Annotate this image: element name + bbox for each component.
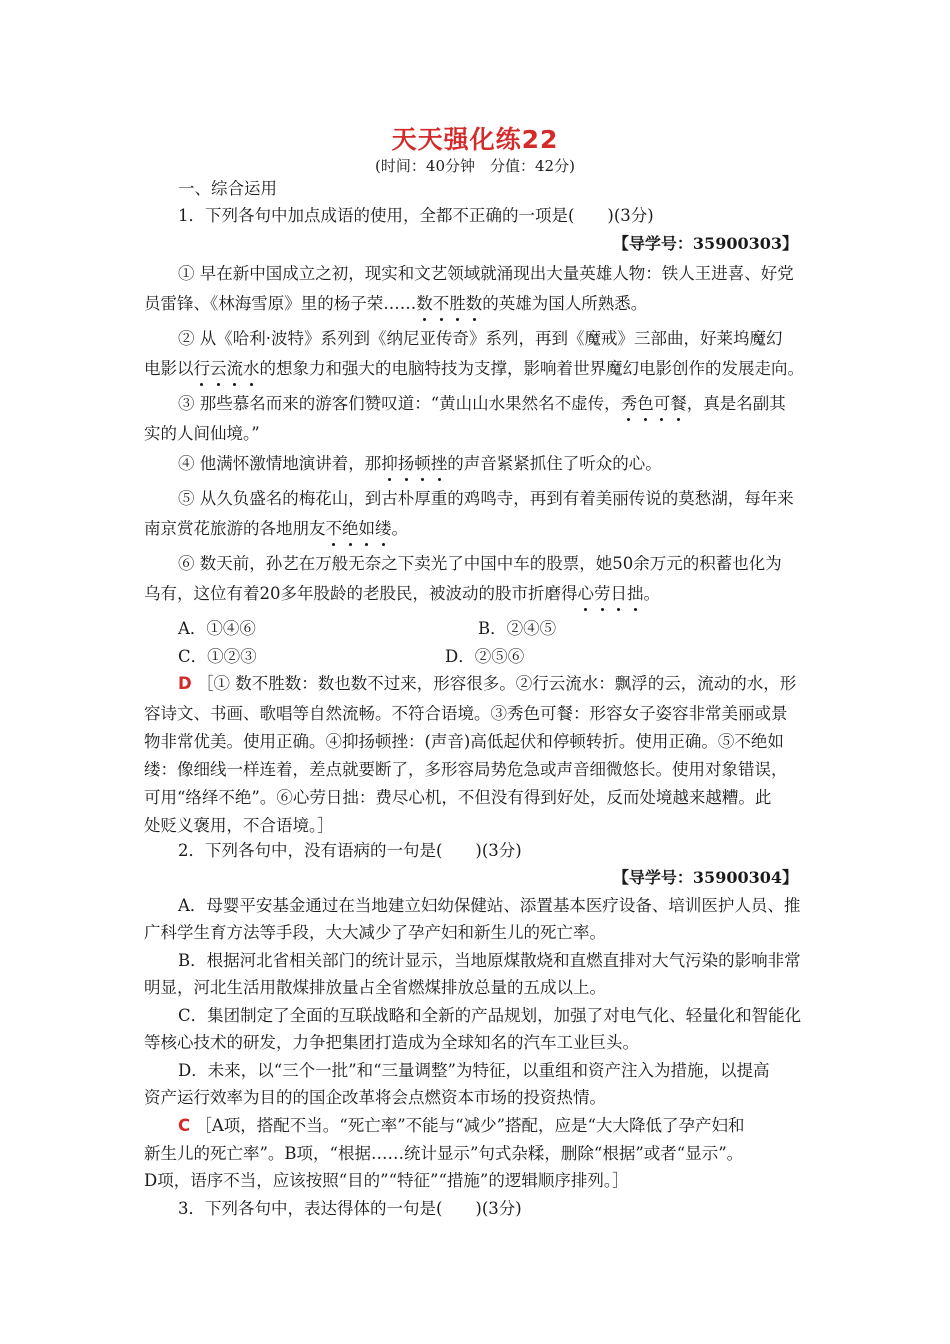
q1-explanation-line: 可用“络绎不绝”。⑥心劳日拙：费尽心机，不但没有得到好处，反而处境越来越糟。此: [144, 788, 772, 807]
text: 的英雄为国人所熟悉。: [482, 294, 648, 313]
q2-answer: C: [178, 1116, 191, 1135]
text: ④ 他满怀激情地演讲着，那: [178, 454, 382, 473]
q1-sentence-1-cont: [144, 293, 647, 315]
q1-option-a: A．①④⑥: [178, 619, 256, 638]
q2-explanation-line: 新生儿的死亡率”。B项，“根据……统计显示”句式杂糅，删除“根据”或者“显示”。: [144, 1144, 744, 1163]
q2-option-a-cont: 广科学生育方法等手段，大大减少了孕产妇和新生儿的死亡率。: [144, 923, 606, 942]
q2-guide-number: 【导学号：35900304】: [612, 868, 798, 887]
text: 。: [643, 584, 660, 603]
q1-option-b: B．②④⑤: [478, 619, 557, 638]
dotted-char: 行: [193, 359, 210, 378]
q2-option-a: A．母婴平安基金通过在当地建立妇幼保健站、添置基本医疗设备、培训医护人员、推: [178, 896, 801, 915]
q1-explanation-line: 物非常优美。使用正确。④抑扬顿挫：(声音)高低起伏和停顿转折。使用正确。⑤不绝如: [144, 732, 784, 751]
q1-sentence-1: ① 早在新中国成立之初，现实和文艺领域就涌现出大量英雄人物：铁人王进喜、好党: [178, 264, 794, 283]
dotted-char: 日: [610, 584, 627, 603]
dotted-char: 胜: [449, 294, 466, 313]
q1-option-d: D．②⑤⑥: [445, 647, 525, 666]
q1-stem: 1．下列各句中加点成语的使用，全都不正确的一项是( )(3分): [178, 206, 654, 225]
dotted-char: 如: [358, 519, 375, 538]
page-title: 天天强化练22: [391, 125, 559, 154]
dotted-char: 可: [653, 394, 671, 413]
dotted-char: 流: [226, 359, 243, 378]
text: ［① 数不胜数：数也数不过来，形容很多。②行云流水：飘浮的云，流动的水，形: [196, 674, 797, 693]
q2-option-c: C．集团制定了全面的互联战略和全新的产品规划，加强了对电气化、轻量化和智能化: [178, 1006, 802, 1025]
q1-explanation-line: 缕：像细线一样连着，差点就要断了，多形容局势危急或声音细微悠长。使用对象错误，: [144, 760, 788, 779]
dotted-char: 绝: [342, 519, 359, 538]
text: 南京赏花旅游的各地朋友: [144, 519, 326, 538]
q1-sentence-2: ② 从《哈利·波特》系列到《纳尼亚传奇》系列，再到《魔戒》三部曲，好莱坞魔幻: [178, 329, 783, 348]
q1-sentence-2-cont: [144, 358, 804, 380]
dotted-char: 心: [577, 584, 594, 603]
text: ，真是名副其: [686, 394, 786, 413]
dotted-char: 数: [465, 294, 483, 313]
q2-explanation-line: D项，语序不当，应该按照“目的”“特征”“措施”的逻辑顺序排列。］: [144, 1171, 629, 1190]
dotted-char: 劳: [594, 584, 611, 603]
q1-sentence-3: [178, 393, 786, 415]
dotted-char: 云: [210, 359, 227, 378]
q1-sentence-6: ⑥ 数天前，孙艺在万般无奈之下卖光了中国中车的股票，她50余万元的积蓄也化为: [178, 554, 782, 573]
q2-option-d-cont: 资产运行效率为目的的国企改革将会点燃资本市场的投资热情。: [144, 1088, 606, 1107]
q2-option-d: D．未来，以“三个一批”和“三量调整”为特征，以重组和资产注入为措施，以提高: [178, 1061, 770, 1080]
dotted-char: 不: [432, 294, 450, 313]
dotted-char: 拙: [627, 584, 644, 603]
q1-explanation-line: 处贬义褒用，不合语境。］: [144, 816, 334, 835]
q1-explanation-line: 容诗文、书画、歌唱等自然流畅。不符合语境。③秀色可餐：形容女子姿容非常美丽或景: [144, 704, 788, 723]
q1-guide-number: 【导学号：35900303】: [612, 234, 798, 253]
dotted-char: 秀: [620, 394, 638, 413]
dotted-char: 不: [325, 519, 342, 538]
text: 员雷锋、《林海雪原》里的杨子荣……: [144, 294, 417, 313]
text: 的声音紧紧抓住了听众的心。: [447, 454, 662, 473]
q2-stem: 2．下列各句中，没有语病的一句是( )(3分): [178, 841, 522, 860]
q1-answer: D: [178, 674, 192, 693]
text: 电影以: [144, 359, 194, 378]
dotted-char: 缕: [375, 519, 392, 538]
text: 乌有，这位有着20多年股龄的老股民，被波动的股市折磨得: [144, 584, 578, 603]
text: ［A项，搭配不当。“死亡率”不能与“减少”搭配，应是“大大降低了孕产妇和: [195, 1116, 745, 1135]
text: 的想象力和强大的电脑特技为支撑，影响着世界魔幻电影创作的发展走向。: [259, 359, 804, 378]
text: 。: [391, 519, 408, 538]
q2-option-b-cont: 明显，河北生活用散煤排放量占全省燃煤排放总量的五成以上。: [144, 978, 606, 997]
q1-sentence-5: ⑤ 从久负盛名的梅花山，到古朴厚重的鸡鸣寺，再到有着美丽传说的莫愁湖，每年来: [178, 489, 794, 508]
dotted-char: 抑: [381, 454, 398, 473]
q1-option-c: C．①②③: [178, 647, 257, 666]
dotted-char: 水: [243, 359, 260, 378]
q1-sentence-4: [178, 453, 662, 475]
q1-sentence-6-cont: [144, 583, 660, 605]
q1-sentence-3-cont: 实的人间仙境。”: [144, 424, 260, 443]
dotted-char: 餐: [670, 394, 687, 413]
dotted-char: 数: [416, 294, 433, 313]
dotted-char: 顿: [414, 454, 431, 473]
q2-explanation: [178, 1115, 744, 1137]
page-subtitle: (时间：40分钟 分值：42分): [375, 157, 575, 175]
dotted-char: 扬: [397, 454, 415, 473]
dotted-char: 挫: [430, 454, 448, 473]
q1-explanation: [178, 673, 796, 695]
section-heading: 一、综合运用: [178, 179, 277, 198]
q3-stem: 3．下列各句中，表达得体的一句是( )(3分): [178, 1199, 522, 1218]
q2-option-b: B．根据河北省相关部门的统计显示，当地原煤散烧和直燃直排对大气污染的影响非常: [178, 951, 801, 970]
q1-sentence-5-cont: [144, 518, 408, 540]
dotted-char: 色: [637, 394, 654, 413]
q2-option-c-cont: 等核心技术的研发，力争把集团打造成为全球知名的汽车工业巨头。: [144, 1033, 639, 1052]
text: ③ 那些慕名而来的游客们赞叹道：“黄山山水果然名不虚传，: [178, 394, 621, 413]
